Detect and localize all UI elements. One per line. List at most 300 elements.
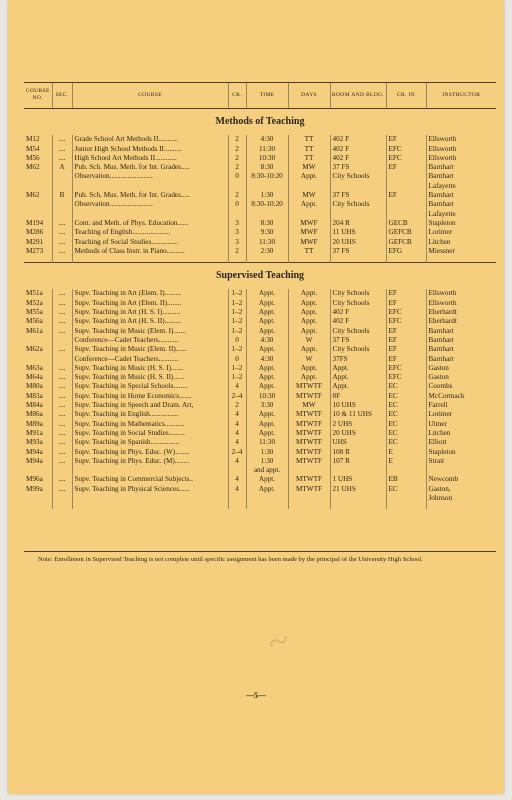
cell-days: [288, 466, 330, 475]
table-row: [24, 200, 496, 209]
cell-days: MWF: [288, 219, 330, 228]
cell-crin: E: [386, 448, 426, 457]
spacer-cell: [72, 503, 228, 509]
cell-instr: Barnhart: [426, 163, 496, 172]
cell-no: M56: [26, 153, 40, 162]
cell-time: Appt.: [246, 308, 288, 317]
cell-no: M52a: [26, 298, 43, 307]
cell-sec: ....: [52, 401, 72, 410]
cell-sec: ....: [52, 154, 72, 163]
cell-instr: Coombs: [426, 382, 496, 391]
cell-no: M64a: [26, 373, 43, 382]
cell-instr: McCormack: [426, 392, 496, 401]
cell-crin: GEFCB: [386, 238, 426, 247]
cell-cr: [228, 210, 246, 219]
cell-days: Appt.: [288, 327, 330, 336]
course-schedule-table: [24, 82, 496, 509]
table-row: [24, 448, 496, 457]
cell-cr: 2: [228, 247, 246, 256]
cell-cr: 0: [228, 355, 246, 364]
header-cr-in: CR. IN: [386, 83, 426, 109]
cell-time: Appt.: [246, 475, 288, 484]
section-title: Supervised Teaching: [24, 263, 496, 290]
cell-room: Appt.: [330, 373, 386, 382]
cell-sec: ....: [52, 382, 72, 391]
cell-no: [24, 182, 52, 191]
faint-handwriting-mark: ~: [262, 618, 295, 666]
cell-cr: 1–2: [228, 364, 246, 373]
cell-days: TT: [288, 145, 330, 154]
header-room: ROOM AND BLDG.: [330, 83, 386, 109]
cell-crin: EFC: [386, 317, 426, 326]
cell-course: Observation........................: [72, 200, 228, 209]
cell-course: Supv. Teaching in Home Economics.......: [72, 392, 228, 401]
cell-time: 8:30-10:20: [246, 200, 288, 209]
spacer-cell: [288, 503, 330, 509]
spacer-cell: [386, 503, 426, 509]
table-row: [24, 392, 496, 401]
cell-time: 11:30: [246, 145, 288, 154]
spacer-cell: [228, 503, 246, 509]
cell-crin: EC: [386, 401, 426, 410]
cell-days: W: [288, 355, 330, 364]
table-row: [24, 219, 496, 228]
cell-time: 3:30: [246, 401, 288, 410]
cell-room: 402 F: [330, 145, 386, 154]
cell-course: Conference—Cadet Teachers...........: [72, 355, 228, 364]
cell-sec: [52, 355, 72, 364]
header-course: COURSE: [72, 83, 228, 109]
cell-cr: 3: [228, 238, 246, 247]
cell-course: Supv. Teaching in Commercial Subjects..: [72, 475, 228, 484]
table-row: [24, 420, 496, 429]
table-row: [24, 238, 496, 247]
cell-instr: Ellsworth: [426, 135, 496, 144]
cell-crin: EF: [386, 345, 426, 354]
cell-crin: EFG: [386, 247, 426, 256]
cell-sec: ....: [52, 485, 72, 494]
cell-days: TT: [288, 135, 330, 144]
cell-course: Supv. Teaching in Art (Elem. I).........: [72, 289, 228, 298]
cell-course: Supv. Teaching in Art (Elem. II)........: [72, 299, 228, 308]
cell-days: MTWTF: [288, 448, 330, 457]
cell-no: M62: [26, 191, 40, 200]
table-row: [24, 182, 496, 191]
cell-sec: ....: [52, 228, 72, 237]
spacer-cell: [330, 503, 386, 509]
cell-no: [24, 336, 52, 345]
cell-no: M54: [26, 144, 40, 153]
cell-cr: 0: [228, 200, 246, 209]
cell-room: 2 UHS: [330, 420, 386, 429]
cell-time: 8:30: [246, 219, 288, 228]
cell-sec: B: [52, 191, 72, 200]
cell-no: M194: [26, 218, 44, 227]
cell-course: Supv. Teaching in Art (H. S. II).........: [72, 317, 228, 326]
cell-cr: 2: [228, 191, 246, 200]
cell-crin: EF: [386, 163, 426, 172]
cell-sec: A: [52, 163, 72, 172]
table-row: [24, 210, 496, 219]
table-row: [24, 485, 496, 494]
cell-course: Supv. Teaching in Music (H. S. II)......: [72, 373, 228, 382]
cell-no: M99a: [26, 484, 43, 493]
cell-days: [288, 182, 330, 191]
table-row: [24, 373, 496, 382]
cell-cr: 4: [228, 429, 246, 438]
cell-course: Pub. Sch. Mus. Meth. for Int. Grades.....: [72, 191, 228, 200]
cell-cr: 2–4: [228, 448, 246, 457]
cell-time: Appt.: [246, 420, 288, 429]
cell-days: MTWTF: [288, 438, 330, 447]
cell-room: [330, 182, 386, 191]
cell-no: [24, 200, 52, 209]
cell-course: Supv. Teaching in Art (H. S. I)..........: [72, 308, 228, 317]
cell-days: Appt.: [288, 200, 330, 209]
cell-crin: E: [386, 457, 426, 466]
cell-days: MTWTF: [288, 457, 330, 466]
table-row: [24, 191, 496, 200]
cell-time: Appt.: [246, 485, 288, 494]
cell-sec: ....: [52, 448, 72, 457]
cell-crin: EFC: [386, 154, 426, 163]
cell-cr: 2: [228, 163, 246, 172]
cell-time: 9:30: [246, 228, 288, 237]
section-spacer: [24, 503, 496, 509]
table-row: [24, 135, 496, 144]
table-row: [24, 317, 496, 326]
cell-cr: 4: [228, 410, 246, 419]
cell-instr: Ulmer: [426, 420, 496, 429]
table-row: [24, 410, 496, 419]
section-title: Methods of Teaching: [215, 116, 305, 127]
cell-time: Appt.: [246, 382, 288, 391]
cell-cr: 3: [228, 228, 246, 237]
cell-room: 37 FS: [330, 247, 386, 256]
table-row: [24, 336, 496, 345]
cell-time: Appt.: [246, 410, 288, 419]
header-time: TIME: [246, 83, 288, 109]
cell-time: 8:30: [246, 163, 288, 172]
cell-days: MW: [288, 163, 330, 172]
cell-no: M51a: [26, 289, 43, 298]
cell-cr: [228, 182, 246, 191]
cell-room: 402 F: [330, 154, 386, 163]
table-row: [24, 457, 496, 466]
table-body: [24, 109, 496, 510]
cell-time: 11:30: [246, 438, 288, 447]
cell-course: Junior High School Methods II..........: [72, 145, 228, 154]
cell-crin: EFC: [386, 373, 426, 382]
cell-days: TT: [288, 247, 330, 256]
cell-sec: ....: [52, 429, 72, 438]
table-row: [24, 364, 496, 373]
table-row: [24, 355, 496, 364]
table-row: [24, 308, 496, 317]
cell-time: Appt.: [246, 364, 288, 373]
cell-days: MTWTF: [288, 392, 330, 401]
cell-instr: Stapleton: [426, 448, 496, 457]
cell-sec: ....: [52, 135, 72, 144]
cell-time: Appt.: [246, 289, 288, 298]
table-row: [24, 299, 496, 308]
cell-room: 204 R: [330, 219, 386, 228]
cell-crin: EF: [386, 355, 426, 364]
table-row: [24, 429, 496, 438]
cell-instr: Lafayette: [426, 182, 496, 191]
cell-crin: EFC: [386, 364, 426, 373]
cell-course: Observation........................: [72, 172, 228, 181]
cell-no: M86a: [26, 410, 43, 419]
cell-instr: Ellsworth: [426, 299, 496, 308]
cell-sec: ....: [52, 457, 72, 466]
cell-course: Teaching of Social Studies...............: [72, 238, 228, 247]
cell-crin: EF: [386, 289, 426, 298]
cell-instr: Strait: [426, 457, 496, 466]
cell-crin: [386, 182, 426, 191]
cell-crin: EF: [386, 191, 426, 200]
cell-sec: [52, 466, 72, 475]
spacer-cell: [24, 503, 52, 509]
cell-sec: ....: [52, 308, 72, 317]
cell-cr: [228, 466, 246, 475]
cell-no: M94a: [26, 456, 43, 465]
table-row: [24, 327, 496, 336]
cell-crin: EC: [386, 410, 426, 419]
cell-time: [246, 182, 288, 191]
cell-days: Appt.: [288, 299, 330, 308]
cell-cr: 1–2: [228, 289, 246, 298]
cell-instr: Johnson: [426, 494, 496, 503]
cell-instr: Farrell: [426, 401, 496, 410]
cell-room: 10 & 11 UHS: [330, 410, 386, 419]
cell-course: Teaching of English.....................: [72, 228, 228, 237]
cell-days: W: [288, 336, 330, 345]
cell-cr: 4: [228, 485, 246, 494]
cell-crin: EC: [386, 420, 426, 429]
cell-course: Pub. Sch. Mus. Meth. for Int. Grades.....: [72, 163, 228, 172]
cell-course: High School Art Methods II............: [72, 154, 228, 163]
cell-crin: GECB: [386, 219, 426, 228]
cell-instr: Litchen: [426, 429, 496, 438]
table-row: [24, 401, 496, 410]
cell-instr: Lorimer: [426, 410, 496, 419]
cell-instr: Litchen: [426, 238, 496, 247]
cell-days: MWF: [288, 238, 330, 247]
cell-instr: Stapleton: [426, 219, 496, 228]
cell-instr: Ellsworth: [426, 289, 496, 298]
cell-no: M93a: [26, 438, 43, 447]
cell-sec: [52, 200, 72, 209]
cell-room: Appt.: [330, 364, 386, 373]
cell-room: 402 F: [330, 308, 386, 317]
cell-course: Cont. and Meth. of Phys. Education......: [72, 219, 228, 228]
cell-time: 1:30: [246, 448, 288, 457]
cell-course: Methods of Class Instr. in Piano..........: [72, 247, 228, 256]
cell-days: [288, 210, 330, 219]
cell-no: M62: [26, 163, 40, 172]
cell-crin: EF: [386, 135, 426, 144]
cell-time: 1:30: [246, 457, 288, 466]
cell-time: Appt.: [246, 373, 288, 382]
cell-time: 4:30: [246, 336, 288, 345]
cell-time: 1:30: [246, 191, 288, 200]
cell-days: Appt.: [288, 364, 330, 373]
cell-course: Supv. Teaching in Speech and Dram. Art,: [72, 401, 228, 410]
cell-course: Supv. Teaching in Phys. Educ. (M)........: [72, 457, 228, 466]
cell-sec: ....: [52, 364, 72, 373]
cell-crin: EC: [386, 392, 426, 401]
table-row: [24, 345, 496, 354]
cell-instr: Elliott: [426, 438, 496, 447]
cell-no: [24, 494, 52, 503]
cell-room: 402 F: [330, 135, 386, 144]
cell-sec: ....: [52, 289, 72, 298]
cell-days: Appt.: [288, 345, 330, 354]
cell-course: [72, 494, 228, 503]
cell-instr: Gaston: [426, 373, 496, 382]
cell-time: and appt.: [246, 466, 288, 475]
cell-sec: ....: [52, 392, 72, 401]
cell-room: 402 F: [330, 317, 386, 326]
cell-course: Supv. Teaching in Social Studies.........: [72, 429, 228, 438]
cell-cr: 2: [228, 135, 246, 144]
cell-room: City Schools: [330, 327, 386, 336]
section-heading-row: [24, 109, 496, 136]
cell-crin: EB: [386, 475, 426, 484]
table-row: [24, 247, 496, 256]
cell-sec: ....: [52, 145, 72, 154]
cell-no: M273: [26, 246, 44, 255]
cell-course: Grade School Art Methods II...........: [72, 135, 228, 144]
cell-course: [72, 182, 228, 191]
cell-course: Supv. Teaching in Spanish................: [72, 438, 228, 447]
cell-time: 10:30: [246, 392, 288, 401]
cell-cr: 1–2: [228, 317, 246, 326]
cell-instr: Barnhart: [426, 327, 496, 336]
cell-time: 4:30: [246, 135, 288, 144]
cell-cr: 4: [228, 457, 246, 466]
cell-room: 1 UHS: [330, 475, 386, 484]
cell-instr: Miessner: [426, 247, 496, 256]
cell-sec: ....: [52, 345, 72, 354]
cell-instr: Ellsworth: [426, 154, 496, 163]
cell-course: Supv. Teaching in Phys. Educ. (W)........: [72, 448, 228, 457]
table-row: [24, 228, 496, 237]
cell-room: City Schools: [330, 200, 386, 209]
spacer-cell: [246, 503, 288, 509]
cell-no: M94a: [26, 447, 43, 456]
cell-cr: 0: [228, 336, 246, 345]
cell-sec: ....: [52, 373, 72, 382]
cell-cr: 1–2: [228, 327, 246, 336]
section-heading-row: [24, 263, 496, 290]
table-row: [24, 494, 496, 503]
cell-sec: ....: [52, 410, 72, 419]
cell-instr: Lorimer: [426, 228, 496, 237]
table-row: [24, 438, 496, 447]
cell-days: MTWTF: [288, 410, 330, 419]
cell-cr: 4: [228, 438, 246, 447]
cell-instr: Barnhart: [426, 345, 496, 354]
cell-cr: 1–2: [228, 299, 246, 308]
cell-instr: [426, 466, 496, 475]
cell-cr: 4: [228, 420, 246, 429]
cell-time: Appt.: [246, 317, 288, 326]
cell-instr: Barnhart: [426, 172, 496, 181]
cell-course: Supv. Teaching in Mathematics...........: [72, 420, 228, 429]
cell-room: City Schools: [330, 289, 386, 298]
cell-instr: Gaston,: [426, 485, 496, 494]
cell-cr: 3: [228, 219, 246, 228]
cell-time: [246, 494, 288, 503]
cell-course: Supv. Teaching in Music (Elem. I).......: [72, 327, 228, 336]
cell-days: [288, 494, 330, 503]
cell-room: 107 R: [330, 457, 386, 466]
spacer-cell: [426, 503, 496, 509]
cell-no: M62a: [26, 345, 43, 354]
cell-crin: EC: [386, 438, 426, 447]
cell-no: [24, 210, 52, 219]
table-row: [24, 382, 496, 391]
header-course-no: COURSE NO.: [24, 83, 52, 109]
cell-time: Appt.: [246, 345, 288, 354]
cell-days: MTWTF: [288, 382, 330, 391]
cell-course: [72, 466, 228, 475]
table-row: [24, 145, 496, 154]
cell-course: Conference—Cadet Teachers...........: [72, 336, 228, 345]
cell-instr: Gaston: [426, 364, 496, 373]
cell-time: Appt.: [246, 327, 288, 336]
cell-cr: 2: [228, 401, 246, 410]
cell-cr: 1–2: [228, 373, 246, 382]
cell-room: 37FS: [330, 355, 386, 364]
cell-instr: Barnhart: [426, 336, 496, 345]
page-number: —5—: [246, 691, 266, 700]
header-instructor: INSTRUCTOR: [426, 83, 496, 109]
cell-cr: 2: [228, 154, 246, 163]
cell-instr: Barnhart: [426, 355, 496, 364]
cell-no: M291: [26, 237, 44, 246]
cell-days: Appt.: [288, 317, 330, 326]
cell-room: 20 UHS: [330, 238, 386, 247]
table-row: [24, 475, 496, 484]
cell-room: UHS: [330, 438, 386, 447]
cell-cr: 2–4: [228, 392, 246, 401]
cell-days: MW: [288, 191, 330, 200]
cell-days: MTWTF: [288, 429, 330, 438]
cell-days: Appt.: [288, 289, 330, 298]
cell-days: Appt.: [288, 172, 330, 181]
table-header-row: [24, 83, 496, 109]
cell-days: MW: [288, 401, 330, 410]
enrollment-note: Note: Enrollment in Supervised Teaching is not complete until specific assignment has been made by the principal of the University High School.: [24, 551, 496, 564]
cell-crin: EC: [386, 485, 426, 494]
cell-crin: EF: [386, 336, 426, 345]
cell-time: 4:30: [246, 355, 288, 364]
cell-crin: [386, 172, 426, 181]
cell-crin: EFC: [386, 308, 426, 317]
cell-no: M63a: [26, 363, 43, 372]
cell-days: MTWTF: [288, 485, 330, 494]
cell-time: Appt.: [246, 299, 288, 308]
cell-instr: Ellsworth: [426, 145, 496, 154]
cell-no: M56a: [26, 317, 43, 326]
cell-room: 37 FS: [330, 163, 386, 172]
cell-sec: ....: [52, 317, 72, 326]
cell-course: [72, 210, 228, 219]
table-row: [24, 163, 496, 172]
